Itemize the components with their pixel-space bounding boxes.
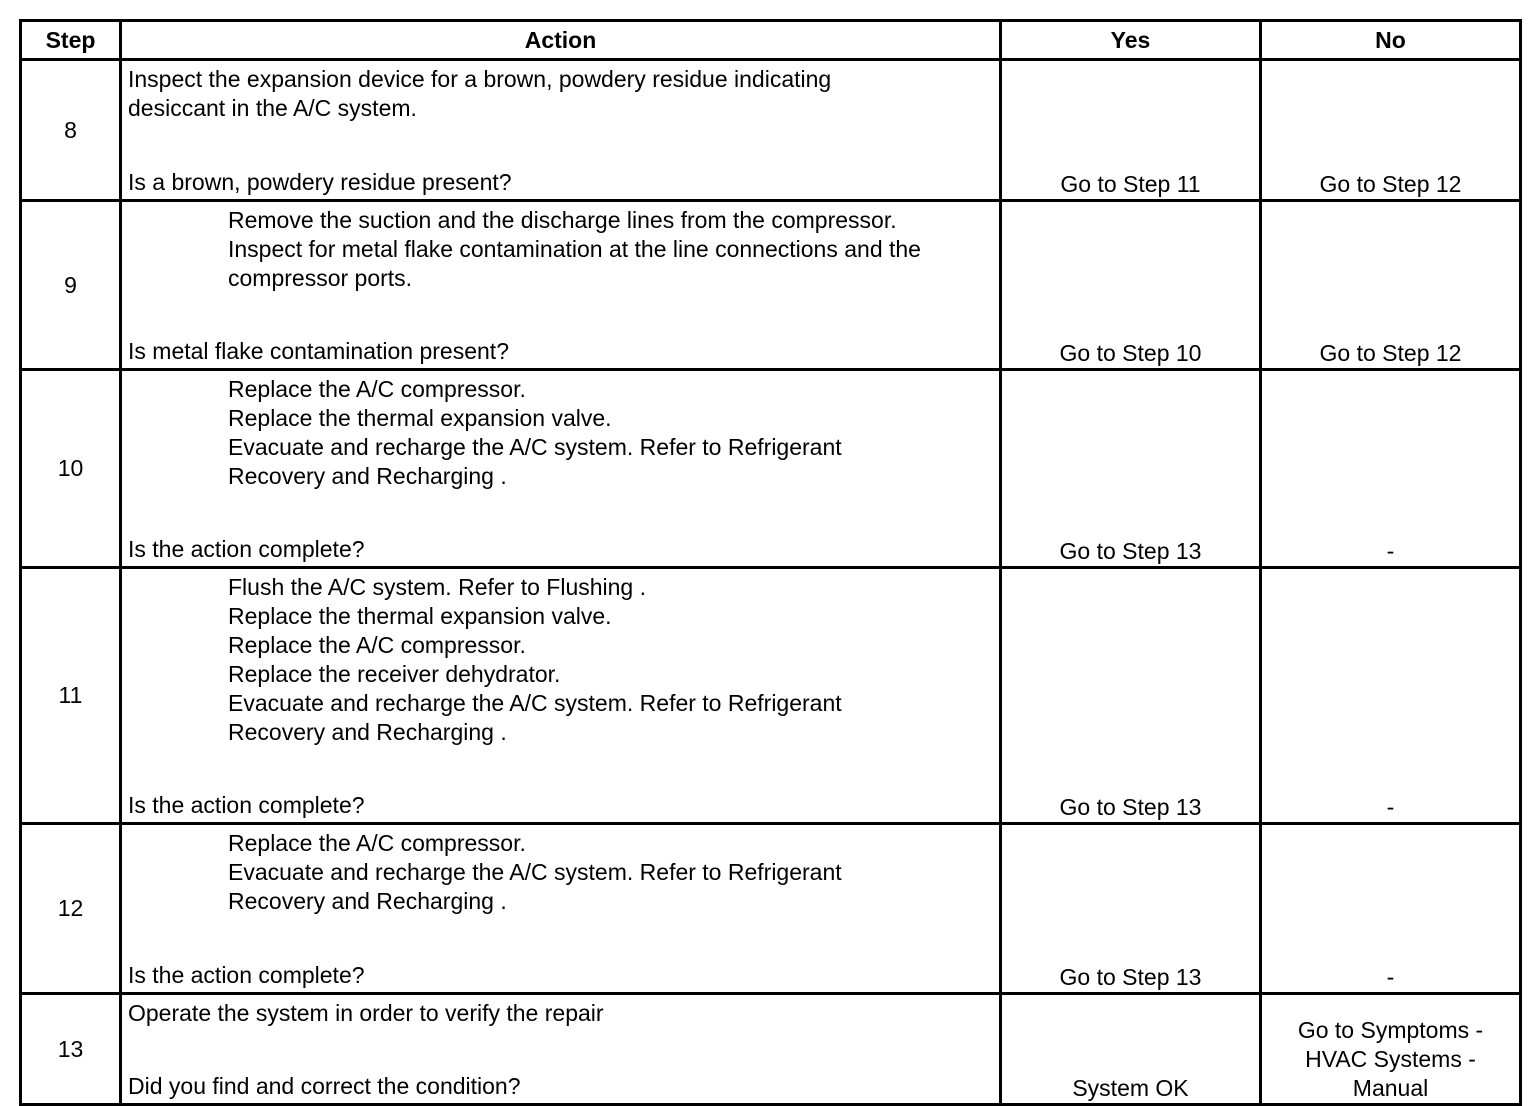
header-row [21, 21, 1521, 60]
no-result: Go to Step 12 [1261, 60, 1521, 201]
step-number: 12 [21, 824, 121, 994]
no-result-line: Go to Symptoms - [1297, 1017, 1484, 1043]
instruction-line: Replace the A/C compressor. [228, 632, 526, 658]
instructions [122, 202, 999, 293]
header-no: No [1261, 21, 1521, 60]
yes-result: Go to Step 10 [1001, 201, 1261, 370]
no-result-line: HVAC Systems - [1305, 1046, 1476, 1072]
instruction-line: Recovery and Recharging . [228, 719, 507, 745]
question: Is the action complete? [128, 536, 365, 562]
table-row-step-11 [21, 568, 1521, 824]
instruction-line: Inspect for metal flake contamination at the line connections and the [228, 236, 921, 262]
no-result: - [1261, 370, 1521, 568]
yes-result: Go to Step 11 [1001, 60, 1261, 201]
instruction-line: Recovery and Recharging . [228, 463, 507, 489]
header-step: Step [21, 21, 121, 60]
header-action: Action [121, 21, 1001, 60]
table-row-step-9 [21, 201, 1521, 370]
no-result-line: Manual [1352, 1075, 1429, 1101]
action-cell [121, 201, 1001, 370]
instruction-line: Recovery and Recharging . [228, 888, 507, 914]
instruction-line: Remove the suction and the discharge lines from the compressor. [228, 207, 897, 233]
instructions [122, 825, 999, 916]
instruction-line: Replace the thermal expansion valve. [228, 603, 612, 629]
step-number: 11 [21, 568, 121, 824]
question: Is metal flake contamination present? [128, 338, 509, 364]
question: Did you find and correct the condition? [128, 1073, 521, 1099]
action-cell [121, 824, 1001, 994]
action-cell [121, 994, 1001, 1105]
instruction-line: Evacuate and recharge the A/C system. Refer to Refrigerant [228, 434, 842, 460]
instruction-line: compressor ports. [228, 265, 413, 291]
yes-result: Go to Step 13 [1001, 568, 1261, 824]
instruction-line: Evacuate and recharge the A/C system. Refer to Refrigerant [228, 690, 842, 716]
diagnostic-table [19, 19, 1522, 1106]
instruction-line: Replace the thermal expansion valve. [228, 405, 612, 431]
action-cell [121, 60, 1001, 201]
yes-result: Go to Step 13 [1001, 370, 1261, 568]
instructions [122, 995, 999, 1028]
instruction-line: Flush the A/C system. Refer to Flushing . [228, 574, 646, 600]
table-row-step-13 [21, 994, 1521, 1105]
instructions [122, 371, 999, 491]
step-number: 13 [21, 994, 121, 1105]
action-cell [121, 370, 1001, 568]
instructions [122, 61, 999, 123]
no-result: - [1261, 568, 1521, 824]
instruction-line: Operate the system in order to verify the repair [128, 1000, 604, 1026]
no-result: - [1261, 824, 1521, 994]
no-result [1261, 994, 1521, 1105]
instructions [122, 569, 999, 747]
step-number: 8 [21, 60, 121, 201]
table-row-step-8 [21, 60, 1521, 201]
instruction-line: Replace the A/C compressor. [228, 376, 526, 402]
header-yes: Yes [1001, 21, 1261, 60]
yes-result: System OK [1001, 994, 1261, 1105]
table-row-step-10 [21, 370, 1521, 568]
yes-result: Go to Step 13 [1001, 824, 1261, 994]
step-number: 10 [21, 370, 121, 568]
step-number: 9 [21, 201, 121, 370]
instruction-line: desiccant in the A/C system. [128, 95, 417, 121]
no-result: Go to Step 12 [1261, 201, 1521, 370]
instruction-line: Inspect the expansion device for a brown, powdery residue indicating [128, 66, 832, 92]
action-cell [121, 568, 1001, 824]
instruction-line: Replace the receiver dehydrator. [228, 661, 561, 687]
instruction-line: Replace the A/C compressor. [228, 830, 526, 856]
question: Is a brown, powdery residue present? [128, 169, 512, 195]
question: Is the action complete? [128, 962, 365, 988]
instruction-line: Evacuate and recharge the A/C system. Refer to Refrigerant [228, 859, 842, 885]
table-row-step-12 [21, 824, 1521, 994]
question: Is the action complete? [128, 792, 365, 818]
